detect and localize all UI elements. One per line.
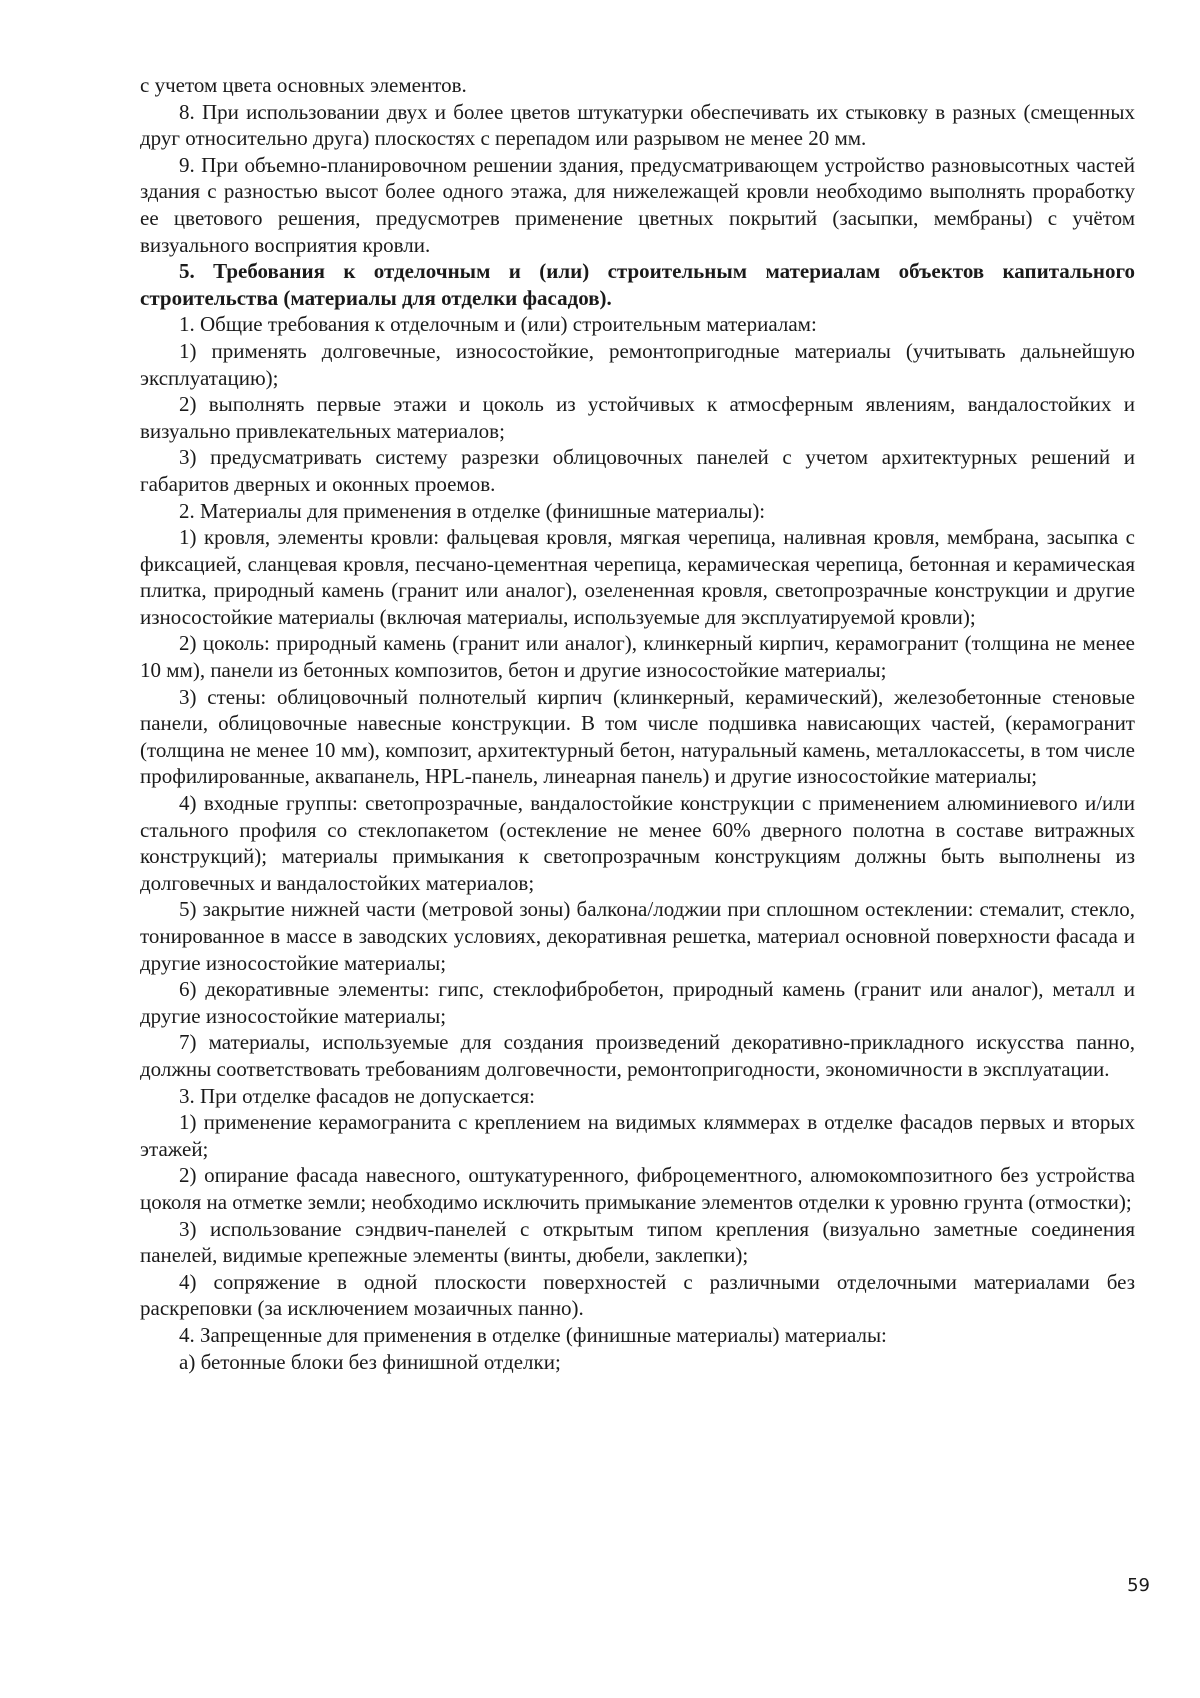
- list-item: 4) входные группы: светопрозрачные, вандалостойкие конструкции с применением алюминиевого и/или стального профиля со стеклопакетом (остекление не менее 60% дверного полотна в составе витражных конструкций); материалы примыкания к светопрозрачным конструкциям должны быть выполнены из долговечных и вандалостойких материалов;: [140, 791, 1135, 895]
- page-number: 59: [1127, 1575, 1150, 1596]
- paragraph-prohibited-materials: 4. Запрещенные для применения в отделке (финишные материалы) материалы:: [179, 1322, 887, 1347]
- paragraph-item-8: 8. При использовании двух и более цветов штукатурки обеспечивать их стыковку в разных (смещенных друг относительно друга) плоскостях с перепадом или разрывом не менее 20 мм.: [140, 99, 1135, 151]
- list-item: 4) сопряжение в одной плоскости поверхностей с различными отделочными материалами без раскреповки (за исключением мозаичных панно).: [140, 1269, 1135, 1321]
- paragraph-continuation: с учетом цвета основных элементов.: [140, 73, 467, 97]
- list-item: 3) стены: облицовочный полнотелый кирпич (клинкерный, керамический), железобетонные стеновые панели, облицовочные навесные конструкции. В том числе подшивка нависающих частей, (керамогранит (толщина не менее 10 мм), композит, архитектурный бетон, натуральный камень, металлокассеты, в том числе профилированные, аквапанель, HPL-панель, линеарная панель) и другие износостойкие материалы;: [140, 684, 1135, 789]
- section-heading: 5. Требования к отделочным и (или) строительным материалам объектов капитального строительства (материалы для отделки фасадов).: [140, 259, 1135, 310]
- paragraph-general-requirements: 1. Общие требования к отделочным и (или) строительным материалам:: [179, 312, 817, 337]
- list-item: 1) применять долговечные, износостойкие, ремонтопригодные материалы (учитывать дальнейшую эксплуатацию);: [140, 338, 1135, 390]
- list-item: 1) применение керамогранита с креплением на видимых кляммерах в отделке фасадов первых и вторых этажей;: [140, 1110, 1135, 1161]
- list-item: 3) использование сэндвич-панелей с открытым типом крепления (визуально заметные соединения панелей, видимые крепежные элементы (винты, дюбели, заклепки);: [140, 1216, 1135, 1268]
- list-item: 6) декоративные элементы: гипс, стеклофибробетон, природный камень (гранит или аналог), металл и другие износостойкие материалы;: [140, 977, 1135, 1028]
- paragraph-item-9: 9. При объемно-планировочном решении здания, предусматривающем устройство разновысотных частей здания с разностью высот более одного этажа, для нижележащей кровли необходимо выполнять проработку ее цветового решения, предусмотрев применение цветных покрытий (засыпки, мембраны) с учётом визуального восприятия кровли.: [140, 152, 1135, 257]
- list-item: 3) предусматривать систему разрезки облицовочных панелей с учетом архитектурных решений и габаритов дверных и оконных проемов.: [140, 445, 1135, 496]
- list-item: 1) кровля, элементы кровли: фальцевая кровля, мягкая черепица, наливная кровля, мембрана, засыпка с фиксацией, сланцевая кровля, песчано-цементная черепица, керамическая черепица, бетонная и керамическая плитка, природный камень (гранит или аналог), озелененная кровля, светопрозрачные конструкции и другие износостойкие материалы (включая материалы, используемые для эксплуатируемой кровли);: [140, 525, 1135, 629]
- list-item: 2) выполнять первые этажи и цоколь из устойчивых к атмосферным явлениям, вандалостойких и визуально привлекательных материалов;: [140, 392, 1135, 443]
- list-item: а) бетонные блоки без финишной отделки;: [179, 1349, 561, 1374]
- list-item: 2) цоколь: природный камень (гранит или аналог), клинкерный кирпич, керамогранит (толщина не менее 10 мм), панели из бетонных композитов, бетон и другие износостойкие материалы;: [140, 631, 1135, 683]
- list-item: 5) закрытие нижней части (метровой зоны) балкона/лоджии при сплошном остеклении: стемалит, стекло, тонированное в массе в заводских условиях, декоративная решетка, материал основной поверхности фасада и другие износостойкие материалы;: [140, 897, 1135, 975]
- paragraph-not-allowed: 3. При отделке фасадов не допускается:: [179, 1083, 536, 1108]
- list-item: 7) материалы, используемые для создания произведений декоративно-прикладного искусства панно, должны соответствовать требованиям долговечности, ремонтопригодности, экономичности в эксплуатации.: [140, 1030, 1135, 1081]
- document-body: [140, 72, 1135, 1375]
- paragraph-finishing-materials: 2. Материалы для применения в отделке (финишные материалы):: [179, 498, 766, 523]
- list-item: 2) опирание фасада навесного, оштукатуренного, фиброцементного, алюмокомпозитного без устройства цоколя на отметке земли; необходимо исключить примыкание элементов отделки к уровню грунта (отмостки);: [140, 1163, 1135, 1214]
